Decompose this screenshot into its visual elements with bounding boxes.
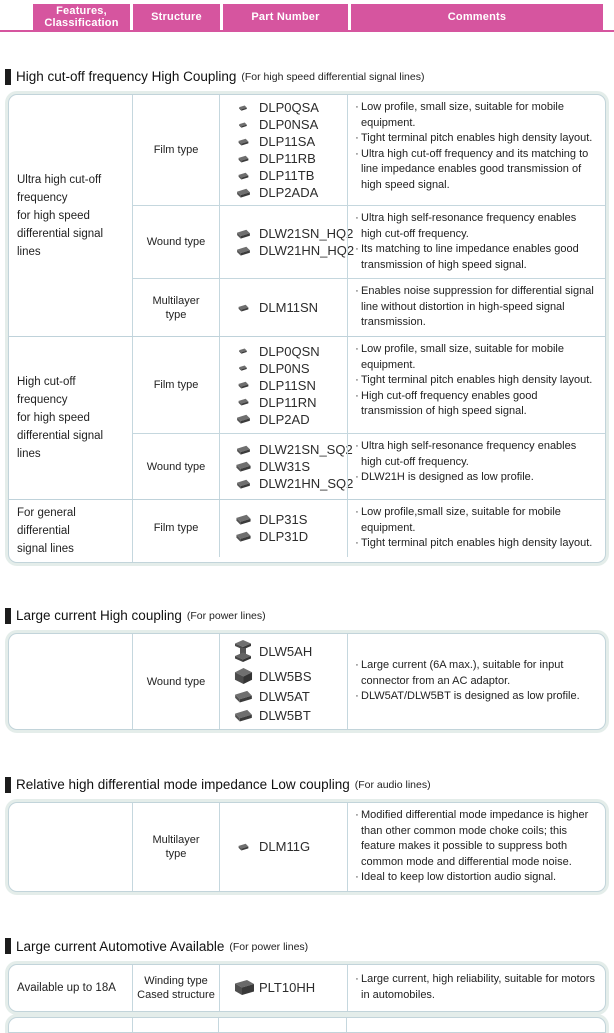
selection-table bbox=[8, 633, 606, 730]
part-number-text: DLP0QSA bbox=[259, 100, 319, 115]
comments-cell bbox=[347, 634, 605, 729]
bullet-icon: · bbox=[355, 973, 359, 985]
comments-cell bbox=[347, 206, 605, 278]
column-header-structure-label: Structure bbox=[151, 11, 202, 23]
comment-item bbox=[353, 242, 601, 273]
chip-xs-icon bbox=[230, 365, 256, 371]
bullet-icon: · bbox=[355, 132, 359, 144]
table-row bbox=[133, 205, 605, 278]
column-header bbox=[33, 4, 614, 30]
chip-xs-icon bbox=[230, 122, 256, 128]
part-number-text: DLP31D bbox=[259, 529, 309, 545]
sections-container bbox=[0, 67, 614, 1033]
selection-table bbox=[8, 802, 606, 892]
comment-text: Enables noise suppression for differential signal line without distortion in high-speed signal transmission. bbox=[361, 285, 594, 328]
table-row bbox=[133, 95, 605, 205]
part-number-item bbox=[230, 708, 347, 723]
part-number-item bbox=[230, 689, 347, 704]
cell-divider bbox=[132, 1018, 133, 1032]
selection-table bbox=[8, 964, 606, 1012]
bullet-icon: · bbox=[355, 440, 359, 452]
comments-cell bbox=[347, 279, 605, 336]
features-cell bbox=[9, 337, 132, 499]
part-number-text: DLP0NS bbox=[259, 360, 310, 376]
features-text: differential signal lines bbox=[17, 430, 104, 460]
group-rows bbox=[132, 337, 605, 499]
header-underline bbox=[0, 30, 614, 32]
part-number-text: DLW5AH bbox=[259, 644, 313, 659]
part-number-item bbox=[230, 168, 347, 183]
part-number-item bbox=[230, 378, 347, 393]
features-text: for high speed bbox=[17, 209, 90, 222]
part-number-cell bbox=[219, 634, 347, 729]
comment-item bbox=[353, 342, 601, 373]
comments-cell bbox=[347, 434, 605, 499]
section-title-text: Relative high differential mode impedance Low coupling bbox=[16, 777, 350, 792]
bullet-icon: · bbox=[355, 389, 359, 402]
part-number-text: DLP11SN bbox=[259, 377, 316, 393]
table-row bbox=[133, 433, 605, 499]
chip-s-icon bbox=[230, 172, 256, 180]
features-cell bbox=[9, 634, 132, 729]
bullet-icon: · bbox=[355, 243, 359, 255]
table-group bbox=[9, 965, 605, 1011]
cell-divider bbox=[346, 1018, 347, 1032]
table-group bbox=[9, 499, 605, 562]
structure-label: Film type bbox=[153, 522, 199, 535]
part-number-text: DLP2AD bbox=[259, 411, 310, 427]
chip-l-icon bbox=[230, 461, 256, 472]
structure-label: Multilayer bbox=[152, 833, 200, 846]
section-large-current-high-coupling bbox=[0, 606, 614, 730]
part-number-text: DLW5BS bbox=[259, 668, 312, 684]
comment-item bbox=[353, 536, 601, 552]
section-title bbox=[5, 775, 614, 794]
bullet-icon: · bbox=[355, 506, 359, 518]
stack-icon bbox=[230, 640, 256, 663]
structure-cell bbox=[133, 337, 219, 433]
part-number-text: DLW31S bbox=[259, 459, 311, 474]
bullet-icon: · bbox=[355, 374, 359, 386]
cube-icon bbox=[230, 667, 256, 685]
comment-item bbox=[353, 870, 601, 886]
section-title-bar-icon bbox=[5, 938, 11, 954]
chip-l-icon bbox=[230, 531, 256, 542]
part-number-item bbox=[230, 395, 347, 410]
table-row bbox=[133, 337, 605, 433]
column-header-structure bbox=[133, 4, 220, 30]
table-group bbox=[9, 95, 605, 336]
section-title bbox=[5, 606, 614, 625]
part-number-item bbox=[230, 226, 354, 241]
column-header-comments bbox=[351, 4, 603, 30]
structure-label: Multilayer bbox=[152, 294, 200, 307]
chip-xs-icon bbox=[230, 348, 256, 354]
section-title-bar-icon bbox=[5, 608, 11, 624]
table-row bbox=[133, 634, 605, 729]
part-number-cell bbox=[219, 279, 347, 336]
comment-item bbox=[353, 470, 601, 486]
part-number-cell bbox=[219, 965, 347, 1011]
bullet-icon: · bbox=[355, 690, 359, 703]
bullet-icon: · bbox=[355, 471, 359, 483]
part-number-text: DLP11RB bbox=[259, 151, 316, 166]
structure-label: Wound type bbox=[146, 236, 206, 248]
part-number-text: DLP11SA bbox=[259, 134, 316, 149]
comment-item bbox=[353, 689, 601, 705]
chip-m-icon bbox=[230, 479, 256, 489]
section-title-note: (For power lines) bbox=[186, 610, 266, 622]
part-number-text: DLP2ADA bbox=[259, 185, 319, 200]
structure-label: Winding type bbox=[144, 974, 208, 987]
features-text: Available up to 18A bbox=[17, 981, 116, 994]
chip-xl-icon bbox=[230, 690, 256, 703]
structure-cell bbox=[133, 434, 219, 499]
features-text: differential signal lines bbox=[17, 227, 104, 258]
part-number-item bbox=[230, 300, 347, 315]
section-title-bar-icon bbox=[5, 777, 11, 793]
section-large-current-automotive bbox=[0, 937, 614, 1033]
table-group bbox=[9, 336, 605, 499]
comments-cell bbox=[347, 965, 605, 1011]
part-number-item bbox=[230, 459, 347, 474]
table-group bbox=[9, 803, 605, 891]
part-number-item bbox=[230, 512, 347, 527]
comment-item bbox=[353, 147, 601, 194]
part-number-item bbox=[230, 344, 347, 359]
comment-item bbox=[353, 972, 601, 1003]
comments-cell bbox=[347, 803, 605, 891]
chip-m-icon bbox=[230, 229, 256, 239]
comment-text: Large current (6A max.), suitable for input connector from an AC adaptor. bbox=[361, 659, 564, 687]
structure-label: Wound type bbox=[146, 460, 206, 473]
structure-cell bbox=[133, 95, 219, 205]
column-header-features-line2: Classification bbox=[44, 17, 119, 29]
part-number-cell bbox=[219, 337, 347, 433]
comment-text: DLW21H is designed as low profile. bbox=[361, 471, 534, 483]
part-number-text: DLP31S bbox=[259, 512, 308, 528]
features-cell bbox=[9, 500, 132, 562]
features-text: High cut-off frequency bbox=[17, 376, 76, 406]
comment-item bbox=[353, 658, 601, 689]
comment-item bbox=[353, 373, 601, 389]
section-title-text: Large current Automotive Available bbox=[16, 938, 225, 954]
part-number-text: DLM11SN bbox=[259, 300, 319, 315]
features-text: signal lines bbox=[17, 543, 74, 555]
part-number-item bbox=[230, 667, 347, 685]
part-number-cell bbox=[219, 803, 347, 891]
group-rows bbox=[132, 95, 605, 336]
chip-s-icon bbox=[230, 843, 256, 851]
bullet-icon: · bbox=[355, 659, 359, 672]
part-number-text: DLW21HN_HQ2 bbox=[259, 243, 355, 258]
bullet-icon: · bbox=[355, 212, 359, 224]
bullet-icon: · bbox=[355, 101, 359, 113]
group-rows bbox=[132, 500, 605, 562]
part-number-cell bbox=[219, 434, 354, 499]
comment-item bbox=[353, 808, 601, 870]
bullet-icon: · bbox=[355, 537, 359, 549]
comment-text: High cut-off frequency enables good transmission of high speed signal. bbox=[361, 389, 538, 417]
features-text: for high speed bbox=[17, 412, 90, 424]
chip-xl-icon bbox=[230, 709, 256, 722]
selection-table bbox=[8, 94, 606, 563]
comment-item bbox=[353, 505, 601, 536]
comment-text: Ultra high cut-off frequency and its matching to line impedance enables good transmission of high speed signal. bbox=[361, 147, 589, 191]
section-title-bar-icon bbox=[5, 69, 11, 85]
section-title-note: (For audio lines) bbox=[354, 779, 431, 791]
part-number-item bbox=[230, 640, 347, 663]
part-number-item bbox=[230, 476, 354, 491]
comment-text: Ideal to keep low distortion audio signal. bbox=[361, 871, 557, 883]
structure-cell bbox=[133, 500, 219, 557]
column-header-comments-label: Comments bbox=[447, 11, 507, 23]
comment-text: Low profile, small size, suitable for mobile equipment. bbox=[361, 343, 564, 371]
structure-label: Film type bbox=[153, 144, 199, 156]
part-number-text: DLW5BT bbox=[259, 708, 311, 723]
structure-cell bbox=[133, 279, 219, 336]
features-cell bbox=[9, 95, 132, 336]
section-title bbox=[5, 67, 614, 86]
structure-label: Film type bbox=[153, 379, 199, 391]
chip-m-icon bbox=[230, 445, 256, 455]
section-title-note: (For high speed differential signal lines) bbox=[241, 71, 425, 83]
structure-label: Wound type bbox=[146, 675, 206, 688]
bullet-icon: · bbox=[355, 871, 359, 883]
comment-item bbox=[353, 131, 601, 147]
table-group bbox=[9, 634, 605, 729]
part-number-text: DLP0NSA bbox=[259, 117, 319, 132]
part-number-item bbox=[230, 134, 347, 149]
chip-xs-icon bbox=[230, 105, 256, 111]
section-title-text: High cut-off frequency High Coupling bbox=[16, 69, 237, 84]
table-row bbox=[133, 803, 605, 891]
next-table-cropped bbox=[8, 1017, 606, 1033]
part-number-text: DLW5AT bbox=[259, 689, 310, 704]
column-header-features bbox=[33, 4, 130, 30]
structure-cell bbox=[133, 803, 219, 891]
column-header-part-number bbox=[223, 4, 348, 30]
comments-cell bbox=[347, 337, 605, 433]
comment-text: Ultra high self-resonance frequency enables high cut-off frequency. bbox=[361, 440, 577, 468]
features-cell bbox=[9, 803, 132, 891]
structure-cell bbox=[133, 634, 219, 729]
chip-s-icon bbox=[230, 381, 256, 389]
comment-item bbox=[353, 211, 601, 242]
section-title-text: Large current High coupling bbox=[16, 608, 182, 623]
column-header-features-line1: Features, bbox=[56, 5, 107, 17]
catalog-page bbox=[0, 4, 614, 1006]
group-rows bbox=[132, 803, 605, 891]
part-number-item bbox=[230, 100, 347, 115]
part-number-item bbox=[230, 442, 353, 457]
section-high-diff-mode-impedance-low-coupling bbox=[0, 775, 614, 892]
chip-s-icon bbox=[230, 155, 256, 163]
part-number-text: DLW21SN_SQ2 bbox=[259, 442, 353, 457]
part-number-text: DLP11RN bbox=[259, 394, 317, 410]
part-number-item bbox=[230, 361, 347, 376]
structure-label: type bbox=[165, 847, 187, 860]
part-number-text: DLW21HN_SQ2 bbox=[259, 476, 354, 491]
part-number-text: DLP11TB bbox=[259, 168, 315, 183]
comment-text: Ultra high self-resonance frequency enables high cut-off frequency. bbox=[361, 212, 577, 240]
bullet-icon: · bbox=[355, 147, 359, 160]
bullet-icon: · bbox=[355, 285, 359, 297]
comment-text: Tight terminal pitch enables high density layout. bbox=[361, 537, 593, 549]
part-number-item bbox=[230, 243, 355, 258]
part-number-text: DLP0QSN bbox=[259, 343, 320, 359]
bullet-icon: · bbox=[355, 809, 359, 821]
part-number-cell bbox=[219, 206, 355, 278]
comment-item bbox=[353, 284, 601, 331]
part-number-text: PLT10HH bbox=[259, 980, 316, 995]
structure-cell bbox=[133, 965, 219, 1011]
comment-text: DLW5AT/DLW5BT is designed as low profile. bbox=[361, 690, 580, 703]
part-number-item bbox=[230, 979, 347, 996]
comment-text: Tight terminal pitch enables high density layout. bbox=[361, 132, 593, 144]
comment-text: Large current, high reliability, suitable for motors in automobiles. bbox=[361, 973, 595, 1001]
comment-text: Low profile, small size, suitable for mobile equipment. bbox=[361, 101, 564, 129]
features-text: Ultra high cut-off bbox=[17, 173, 102, 186]
table-row bbox=[133, 278, 605, 336]
comment-text: Modified differential mode impedance is higher than other common mode choke coils; this feature makes it possible to suppress both common mode and differential mode noise. bbox=[361, 809, 589, 868]
features-text: frequency bbox=[17, 191, 68, 204]
structure-cell bbox=[133, 206, 219, 278]
table-row bbox=[133, 500, 605, 557]
cell-divider bbox=[218, 1018, 219, 1032]
chip-m-icon bbox=[230, 414, 256, 424]
chip-s-icon bbox=[230, 304, 256, 312]
part-number-item bbox=[230, 151, 347, 166]
part-number-item bbox=[230, 185, 347, 200]
table-row bbox=[133, 965, 605, 1011]
comment-text: Low profile,small size, suitable for mobile equipment. bbox=[361, 506, 561, 534]
column-header-part-number-label: Part Number bbox=[251, 11, 320, 23]
part-number-item bbox=[230, 412, 347, 427]
bullet-icon: · bbox=[355, 343, 359, 355]
part-number-cell bbox=[219, 95, 347, 205]
comments-cell bbox=[347, 95, 605, 205]
section-title-note: (For power lines) bbox=[229, 940, 309, 953]
chip-s-icon bbox=[230, 398, 256, 406]
part-number-item bbox=[230, 529, 347, 544]
comment-text: Its matching to line impedance enables good transmission of high speed signal. bbox=[361, 243, 579, 271]
comment-item bbox=[353, 389, 601, 420]
features-cell bbox=[9, 965, 132, 1011]
comment-item bbox=[353, 439, 601, 470]
comment-text: Tight terminal pitch enables high density layout. bbox=[361, 374, 593, 386]
part-number-item bbox=[230, 117, 347, 132]
part-number-text: DLM11G bbox=[259, 839, 311, 855]
chip-s-icon bbox=[230, 138, 256, 146]
part-number-cell bbox=[219, 500, 347, 557]
features-text: For general differential bbox=[17, 507, 76, 537]
structure-label: type bbox=[165, 308, 187, 321]
part-number-item bbox=[230, 839, 347, 854]
comment-item bbox=[353, 100, 601, 131]
structure-label: Cased structure bbox=[137, 988, 215, 1001]
section-high-cutoff-high-coupling bbox=[0, 67, 614, 563]
group-rows bbox=[132, 634, 605, 729]
chip-l-icon bbox=[230, 514, 256, 525]
box-icon bbox=[230, 979, 256, 996]
comments-cell bbox=[347, 500, 605, 557]
part-number-text: DLW21SN_HQ2 bbox=[259, 226, 354, 241]
section-title bbox=[5, 937, 614, 956]
chip-m-icon bbox=[230, 246, 256, 256]
group-rows bbox=[132, 965, 605, 1011]
chip-m-icon bbox=[230, 188, 256, 198]
